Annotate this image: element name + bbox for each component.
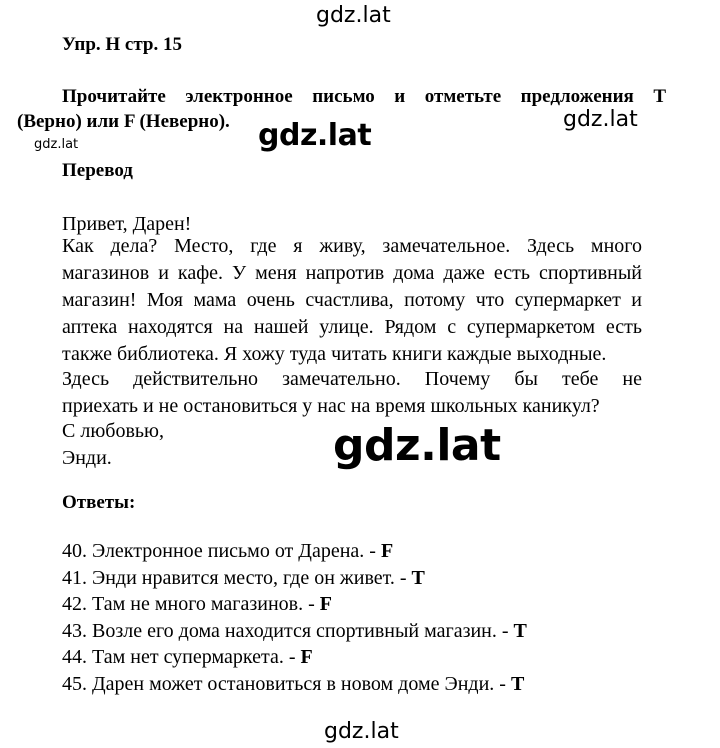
letter-greeting: Привет, Дарен! <box>62 213 192 235</box>
task-line-1 <box>62 86 666 108</box>
task-line-1-text: Прочитайте электронное письмо и отметьте предложения T <box>62 86 666 107</box>
letter-signature: Энди. <box>62 447 112 469</box>
letter-closing: С любовью, <box>62 420 164 442</box>
answer-text: 44. Там нет супермаркета. - <box>62 646 301 669</box>
watermark-big: gdz.lat <box>333 420 501 471</box>
answer-value: T <box>510 672 525 695</box>
translation-heading: Перевод <box>62 160 133 181</box>
answer-item <box>62 671 527 698</box>
watermark-top: gdz.lat <box>316 3 391 28</box>
task-line-2: (Верно) или F (Неверно). <box>17 111 230 132</box>
letter-p1-line-4: аптека находятся на нашей улице. Рядом с супермаркетом есть <box>62 316 642 338</box>
answer-text: 40. Электронное письмо от Дарена. - <box>62 540 381 562</box>
letter-paragraph-2 <box>62 366 642 420</box>
letter-p1-line-3: магазин! Моя мама очень счастлива, потому что супермаркет и <box>62 289 642 311</box>
answer-value: T <box>411 566 425 589</box>
letter-p1-line-2: магазинов и кафе. У меня напротив дома даже есть спортивный <box>62 262 642 284</box>
watermark-bottom: gdz.lat <box>324 719 399 744</box>
answer-text: 42. Там не много магазинов. - <box>62 593 320 616</box>
answers-heading: Ответы: <box>62 492 136 513</box>
answer-value: F <box>300 646 313 669</box>
answer-text: 43. Возле его дома находится спортивный магазин. - <box>62 619 514 642</box>
letter-p2-line-1: Здесь действительно замечательно. Почему бы тебе не <box>62 368 642 390</box>
answer-value: F <box>319 593 333 616</box>
letter-p1-line-5: также библиотека. Я хожу туда читать книги каждые выходные. <box>62 343 607 365</box>
answer-item <box>62 538 527 565</box>
answer-value: F <box>380 540 394 562</box>
watermark-right: gdz.lat <box>563 107 638 132</box>
answer-item <box>62 591 527 618</box>
letter-paragraph-1 <box>62 233 642 368</box>
watermark-small: gdz.lat <box>34 137 79 152</box>
answer-text: 41. Энди нравится место, где он живет. - <box>62 566 412 589</box>
answers-list <box>62 538 527 698</box>
exercise-title: Упр. H стр. 15 <box>62 34 182 55</box>
watermark-mid: gdz.lat <box>258 118 372 153</box>
letter-p1-line-1: Как дела? Место, где я живу, замечательное. Здесь много <box>62 235 642 257</box>
answer-value: T <box>513 619 527 642</box>
answer-item <box>62 565 527 592</box>
letter-p2-line-2: приехать и не остановиться у нас на время школьных каникул? <box>62 395 600 417</box>
answer-item <box>62 618 527 645</box>
answer-text: 45. Дарен может остановиться в новом доме Энди. - <box>62 672 511 695</box>
answer-item <box>62 644 527 671</box>
